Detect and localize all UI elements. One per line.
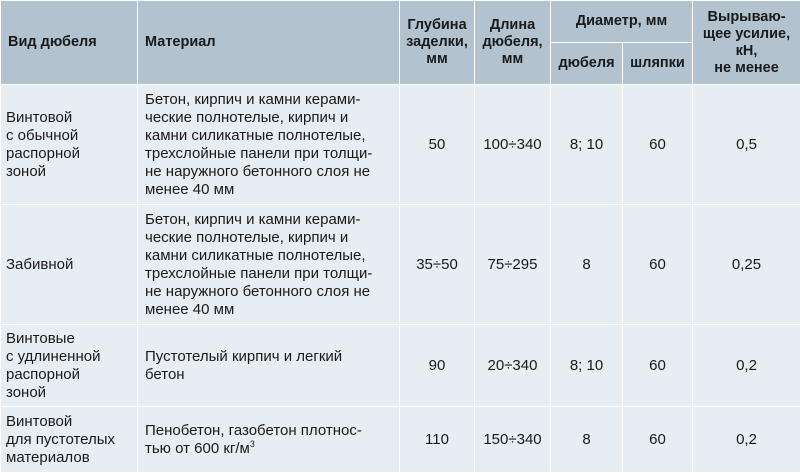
header-length: Длина дюбеля, мм — [475, 1, 551, 85]
diameter-cap-cell: 60 — [623, 85, 693, 205]
material-cell: Пенобетон, газобетон плотнос- тью от 600 $кг/м^3$ — [138, 407, 400, 473]
table-row — [1, 85, 800, 205]
force-cell: 0,2 — [693, 407, 800, 473]
force-cell: 0,5 — [693, 85, 800, 205]
table-row — [1, 407, 800, 473]
diameter-dowel-cell: 8 — [551, 205, 623, 325]
diameter-cap-cell: 60 — [623, 205, 693, 325]
header-diameter-dowel: дюбеля — [551, 43, 623, 85]
dowel-type-cell: Винтовые с удлиненной распорной зоной — [1, 325, 138, 407]
depth-cell: 50 — [400, 85, 475, 205]
header-force: Вырываю- щее усилие, кН, не менее — [693, 1, 800, 85]
header-material: Материал — [138, 1, 400, 85]
header-depth: Глубина заделки, мм — [400, 1, 475, 85]
header-diameter-cap: шляпки — [623, 43, 693, 85]
force-cell: 0,2 — [693, 325, 800, 407]
diameter-dowel-cell: 8; 10 — [551, 325, 623, 407]
diameter-dowel-cell: 8; 10 — [551, 85, 623, 205]
depth-cell: 110 — [400, 407, 475, 473]
dowel-type-cell: Винтовой с обычной распорной зоной — [1, 85, 138, 205]
length-cell: 20÷340 — [475, 325, 551, 407]
superscript-exponent: 3 — [250, 439, 255, 449]
dowel-type-cell: Винтовой для пустотелых материалов — [1, 407, 138, 473]
depth-cell: 90 — [400, 325, 475, 407]
force-cell: 0,25 — [693, 205, 800, 325]
depth-cell: 35÷50 — [400, 205, 475, 325]
diameter-dowel-cell: 8 — [551, 407, 623, 473]
length-cell: 150÷340 — [475, 407, 551, 473]
table-header — [1, 1, 800, 85]
diameter-cap-cell: 60 — [623, 407, 693, 473]
length-cell: 100÷340 — [475, 85, 551, 205]
length-cell: 75÷295 — [475, 205, 551, 325]
header-type: Вид дюбеля — [1, 1, 138, 85]
material-cell: Бетон, кирпич и камни керами- ческие полнотелые, кирпич и камни силикатные полнотелые, трехслойные панели при толщи- не наружного бетонного слоя не менее 40 мм — [138, 85, 400, 205]
header-diameter: Диаметр, мм — [551, 1, 693, 43]
material-cell: Пустотелый кирпич и легкий бетон — [138, 325, 400, 407]
table-row — [1, 205, 800, 325]
dowel-type-cell: Забивной — [1, 205, 138, 325]
table-row — [1, 325, 800, 407]
diameter-cap-cell: 60 — [623, 325, 693, 407]
material-cell: Бетон, кирпич и камни керами- ческие полнотелые, кирпич и камни силикатные полнотелые, трехслойные панели при толщи- не наружного бетонного слоя не менее 40 мм — [138, 205, 400, 325]
